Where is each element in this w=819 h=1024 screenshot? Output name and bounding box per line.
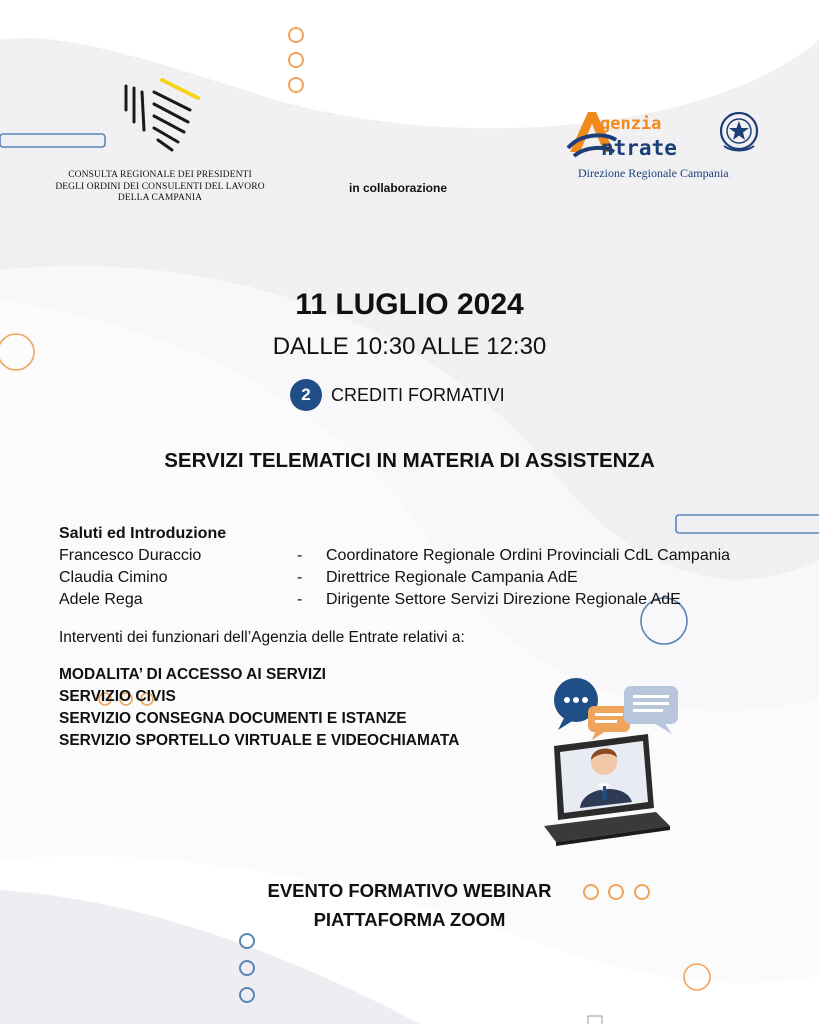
chat-bubble-lines-icon <box>624 686 678 734</box>
consulta-stripes-logo <box>118 70 204 156</box>
speaker-row <box>59 545 799 567</box>
speaker-row <box>59 567 799 589</box>
speaker-role: Dirigente Settore Servizi Direzione Regionale AdE <box>326 591 681 608</box>
event-date: 11 LUGLIO 2024 <box>295 288 524 321</box>
topic-item: MODALITA’ DI ACCESSO AI SERVIZI <box>59 666 326 683</box>
organizer-name-line: CONSULTA REGIONALE DEI PRESIDENTI <box>68 170 252 180</box>
topic-item: SERVIZIO SPORTELLO VIRTUALE E VIDEOCHIAMATA <box>59 732 460 749</box>
topics-list <box>59 664 459 752</box>
topic-item: SERVIZIO CONSEGNA DOCUMENTI E ISTANZE <box>59 710 407 727</box>
speaker-role: Direttrice Regionale Campania AdE <box>326 569 578 586</box>
laptop-icon <box>544 734 670 846</box>
partner-subtitle: Direzione Regionale Campania <box>578 166 729 180</box>
collaboration-label: in collaborazione <box>349 181 448 195</box>
speaker-name: Francesco Duraccio <box>59 547 202 564</box>
speakers-heading: Saluti ed Introduzione <box>59 525 227 542</box>
speaker-name: Claudia Cimino <box>59 569 168 586</box>
credits-row <box>290 378 505 412</box>
republic-emblem-icon <box>718 110 760 154</box>
footer-line-webinar: EVENTO FORMATIVO WEBINAR <box>267 880 552 901</box>
speaker-dash: - <box>297 547 303 564</box>
speaker-role: Coordinatore Regionale Ordini Provinciali CdL Campania <box>326 547 731 564</box>
footer-line-platform: PIATTAFORMA ZOOM <box>313 909 506 930</box>
credits-label: CREDITI FORMATIVI <box>331 384 505 405</box>
organizer-name <box>40 170 280 205</box>
agenzia-logo-word: genzia <box>600 114 662 134</box>
credits-badge: 2 <box>290 379 322 411</box>
speakers-section <box>59 523 799 611</box>
speaker-dash: - <box>297 569 303 586</box>
chat-bubble-orange-icon <box>588 706 630 740</box>
speaker-row <box>59 589 799 611</box>
organizer-name-line: DELLA CAMPANIA <box>117 193 203 203</box>
speaker-name: Adele Rega <box>59 591 143 608</box>
video-call-laptop-illustration <box>536 676 686 848</box>
organizer-name-line: DEGLI ORDINI DEI CONSULENTI DEL LAVORO <box>55 181 265 192</box>
entrate-logo-word: ntrate <box>601 136 677 160</box>
interventi-intro: Interventi dei funzionari dell’Agenzia delle Entrate relativi a: <box>59 629 465 646</box>
topic-item: SERVIZIO CIVIS <box>59 688 176 705</box>
event-time: DALLE 10:30 ALLE 12:30 <box>272 333 547 360</box>
speaker-dash: - <box>297 591 303 608</box>
event-title: SERVIZI TELEMATICI IN MATERIA DI ASSISTENZA <box>164 449 655 472</box>
